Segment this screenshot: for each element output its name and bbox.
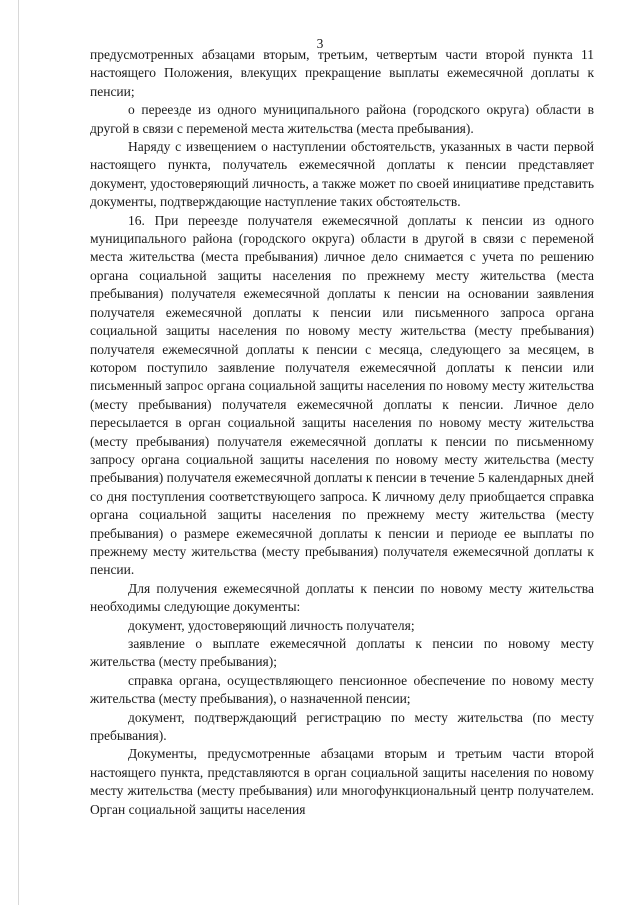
paragraph-item-16: 16. При переезде получателя ежемесячной доплаты к пенсии из одного муниципального района (городского округа) области в другой в связи с переменой места жительства (места пребывания) личное дело снимается с учета по решению органа социальной защиты населения по прежнему месту жительства (места пребывания) получателя ежемесячной доплаты к пенсии на основании заявления получателя ежемесячной доплаты к пенсии или письменного запроса органа социальной защиты населения по новому месту жительства (месту пребывания) получателя ежемесячной доплаты к пенсии с месяца, следующего за месяцем, в котором поступило заявление получателя ежемесячной доплаты к пенсии или письменный запрос органа социальной защиты населения по новому месту жительства (месту пребывания) получателя ежемесячной доплаты к пенсии. Личное дело пересылается в орган социальной защиты населения по новому месту жительства (месту пребывания) получателя ежемесячной доплаты к пенсии по письменному запросу органа социальной защиты населения по новому месту жительства (месту пребывания) получателя ежемесячной доплаты к пенсии в течение 5 календарных дней со дня поступления соответствующего запроса. К личному делу приобщается справка органа социальной защиты населения по прежнему месту жительства (месту пребывания) о размере ежемесячной доплаты к пенсии и периоде ее выплаты по прежнему месту жительства (месту пребывания) получателя ежемесячной доплаты к пенсии. — [90, 212, 594, 578]
paragraph-notice-documents: Наряду с извещением о наступлении обстоятельств, указанных в части первой настоящего пункта, получатель ежемесячной доплаты к пенсии представляет документ, удостоверяющий личность, а также может по своей инициативе представить документы, подтверждающие наступление таких обстоятельств. — [90, 139, 594, 210]
paragraph-continuation: предусмотренных абзацами вторым, третьим, четвертым части второй пункта 11 настоящего Положения, влекущих прекращение выплаты ежемесячной доплаты к пенсии; — [90, 47, 594, 99]
paragraph-relocation-clause: о переезде из одного муниципального района (городского округа) области в другой в связи с переменой места жительства (места пребывания). — [90, 102, 594, 136]
list-item-application: заявление о выплате ежемесячной доплаты к пенсии по новому месту жительства (месту пребывания); — [90, 636, 594, 670]
page-number: 3 — [316, 36, 324, 51]
paragraph-submission: Документы, предусмотренные абзацами вторым и третьим части второй настоящего пункта, представляются в орган социальной защиты населения по новому месту жительства (месту пребывания) или многофункциональный центр получателем. Орган социальной защиты населения — [90, 746, 594, 817]
list-item-identity-document: документ, удостоверяющий личность получателя; — [128, 617, 415, 633]
list-item-pension-certificate: справка органа, осуществляющего пенсионное обеспечение по новому месту жительства (месту пребывания), о назначенной пенсии; — [90, 672, 594, 707]
page-edge-line — [18, 0, 19, 905]
document-body — [90, 46, 594, 819]
paragraph-required-documents: Для получения ежемесячной доплаты к пенсии по новому месту жительства необходимы следующие документы: — [90, 580, 594, 615]
list-item-registration-document: документ, подтверждающий регистрацию по месту жительства (по месту пребывания). — [90, 709, 594, 744]
